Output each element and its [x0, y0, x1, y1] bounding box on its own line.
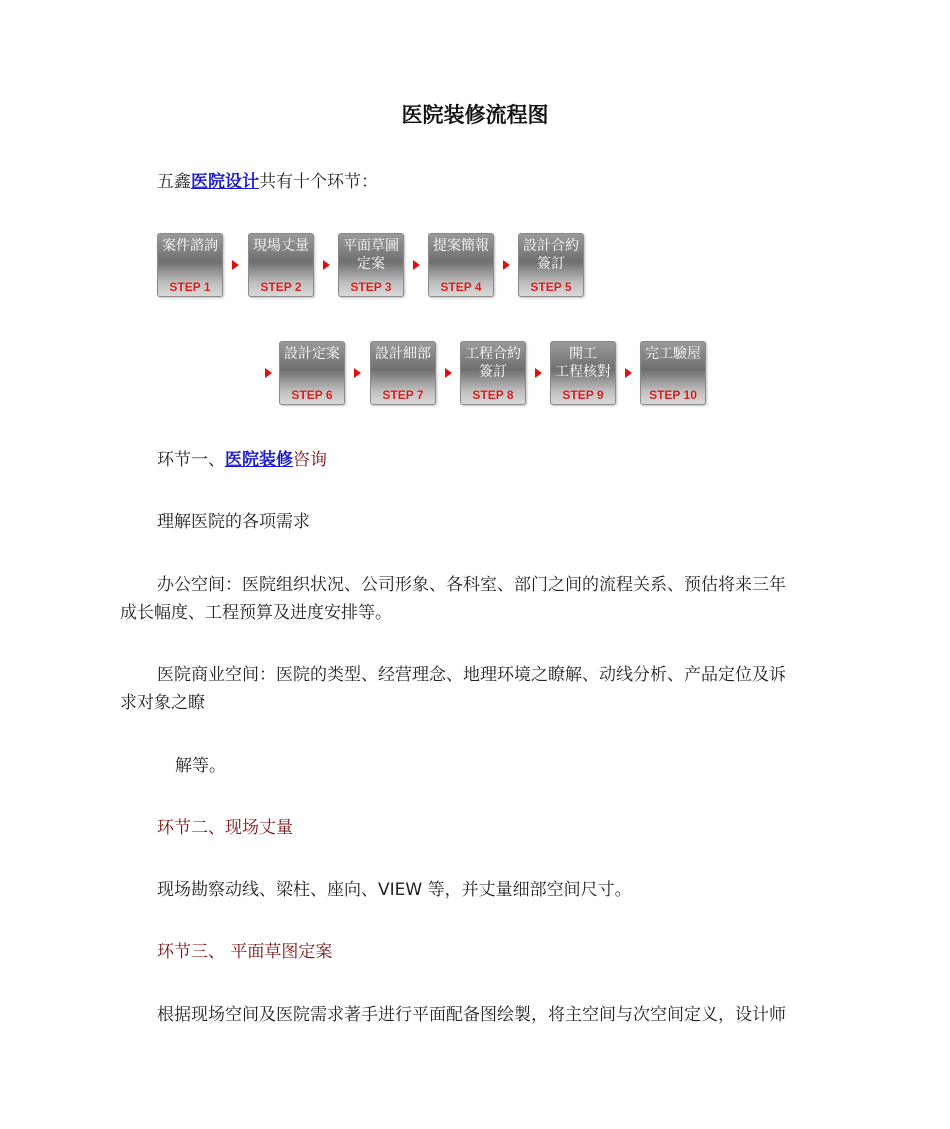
step-card-7: [370, 341, 436, 405]
arrow-right-icon: [413, 260, 420, 270]
hospital-renovation-link[interactable]: 医院装修: [225, 450, 293, 470]
page-title: 医院装修流程图: [401, 103, 549, 127]
arrow-right-icon: [503, 260, 510, 270]
paragraph-site-survey: 现场勘察动线、梁柱、座向、VIEW 等，并丈量细部空间尺寸。: [157, 880, 632, 900]
paragraph-floor-plan: 根据现场空间及医院需求著手进行平面配备图绘製，将主空间与次空间定义，设计师: [157, 1005, 786, 1025]
paragraph-needs: 理解医院的各项需求: [157, 512, 310, 532]
section-1-suffix: 咨询: [293, 450, 327, 470]
step-title: 提案簡報: [433, 238, 489, 254]
intro-prefix: 五鑫: [157, 172, 191, 192]
paragraph-commercial-line-2: 求对象之瞭: [120, 693, 205, 713]
paragraph-commercial-line-3: 解等。: [175, 756, 226, 776]
section-heading-3: 环节三、 平面草图定案: [157, 942, 333, 962]
step-number: STEP 3: [350, 280, 392, 294]
section-heading-2: 环节二、现场丈量: [157, 818, 293, 838]
step-card-5: [518, 233, 584, 297]
section-heading-1: [157, 446, 327, 474]
step-title: 現場丈量: [253, 238, 309, 254]
step-number: STEP 7: [382, 388, 424, 402]
arrow-right-icon: [535, 368, 542, 378]
step-card-4: [428, 233, 494, 297]
step-flow-row-1: [157, 233, 584, 297]
step-card-9: [550, 341, 616, 405]
step-number: STEP 10: [649, 388, 697, 402]
paragraph-office-line-2: 成长幅度、工程预算及进度安排等。: [120, 603, 392, 623]
step-title: 平面草圖 定案: [343, 238, 399, 272]
arrow-right-icon: [354, 368, 361, 378]
arrow-right-icon: [625, 368, 632, 378]
step-number: STEP 2: [260, 280, 302, 294]
step-title: 開工 工程核對: [555, 346, 611, 380]
step-flow-row-2: [258, 341, 706, 405]
step-title: 案件諮詢: [162, 238, 218, 254]
step-number: STEP 4: [440, 280, 482, 294]
arrow-right-icon: [323, 260, 330, 270]
step-card-6: [279, 341, 345, 405]
step-number: STEP 9: [562, 388, 604, 402]
step-title: 設計細部: [375, 346, 431, 362]
step-card-10: [640, 341, 706, 405]
step-title: 工程合約 簽訂: [465, 346, 521, 380]
section-1-prefix: 环节一、: [157, 450, 225, 470]
arrow-right-icon: [445, 368, 452, 378]
step-number: STEP 1: [169, 280, 211, 294]
step-card-8: [460, 341, 526, 405]
step-number: STEP 6: [291, 388, 333, 402]
step-card-1: [157, 233, 223, 297]
paragraph-commercial-line-1: 医院商业空间：医院的类型、经营理念、地理环境之瞭解、动线分析、产品定位及诉: [157, 665, 786, 685]
step-card-3: [338, 233, 404, 297]
step-title: 設計定案: [284, 346, 340, 362]
intro-suffix: 共有十个环节：: [259, 172, 378, 192]
paragraph-office-line-1: 办公空间：医院组织状况、公司形象、各科室、部门之间的流程关系、预估将来三年: [157, 575, 786, 595]
arrow-right-icon: [265, 368, 272, 378]
arrow-right-icon: [232, 260, 239, 270]
intro-paragraph: [157, 168, 378, 196]
step-title: 完工驗屋: [645, 346, 701, 362]
step-title: 設計合約 簽訂: [523, 238, 579, 272]
hospital-design-link[interactable]: 医院设计: [191, 172, 259, 192]
step-card-2: [248, 233, 314, 297]
step-number: STEP 8: [472, 388, 514, 402]
step-number: STEP 5: [530, 280, 572, 294]
